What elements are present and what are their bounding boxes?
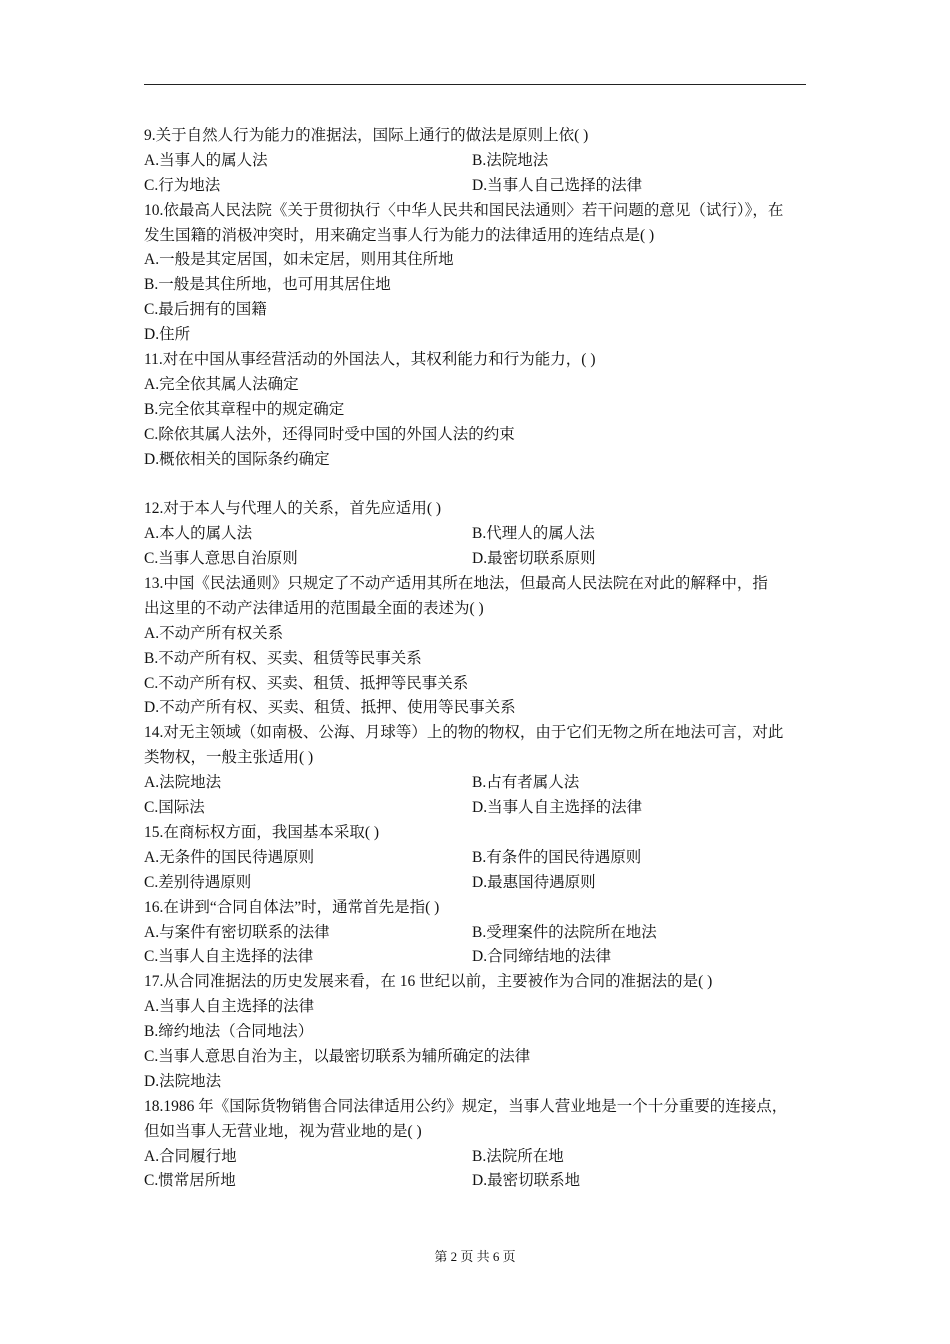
answer-option: C.当事人意思自治原则 xyxy=(144,550,298,568)
options-row xyxy=(144,149,816,174)
question-10 xyxy=(144,199,816,348)
question-stem: 11.对在中国从事经营活动的外国法人，其权利能力和行为能力，( ) xyxy=(144,351,596,369)
answer-option: B.代理人的属人法 xyxy=(472,525,595,543)
question-14 xyxy=(144,721,816,821)
question-stem: 14.对无主领域（如南极、公海、月球等）上的物的物权，由于它们无物之所在地法可言，对此 xyxy=(144,724,784,742)
answer-option: D.最密切联系地 xyxy=(472,1172,581,1190)
question-stem: 10.依最高人民法院《关于贯彻执行〈中华人民共和国民法通则〉若干问题的意见（试行）》，在 xyxy=(144,201,784,219)
answer-option: B.一般是其住所地，也可用其居住地 xyxy=(144,276,391,294)
answer-option: B.法院所在地 xyxy=(472,1147,564,1165)
answer-option: C.除依其属人法外，还得同时受中国的外国人法的约束 xyxy=(144,425,515,443)
options-row xyxy=(144,1145,816,1170)
question-stem: 15.在商标权方面，我国基本采取( ) xyxy=(144,823,380,841)
options-row xyxy=(144,871,816,896)
answer-option: A.完全依其属人法确定 xyxy=(144,375,299,393)
options-row xyxy=(144,174,816,199)
question-11 xyxy=(144,348,816,497)
answer-option: D.不动产所有权、买卖、租赁、抵押、使用等民事关系 xyxy=(144,699,516,717)
answer-option: D.概依相关的国际条约确定 xyxy=(144,450,330,468)
question-stem: 12.对于本人与代理人的关系，首先应适用( ) xyxy=(144,500,442,518)
question-stem: 但如当事人无营业地，视为营业地的是( ) xyxy=(144,1122,422,1140)
answer-option: C.当事人自主选择的法律 xyxy=(144,948,314,966)
question-stem: 9.关于自然人行为能力的准据法，国际上通行的做法是原则上依( ) xyxy=(144,127,589,144)
options-row xyxy=(144,945,816,970)
answer-option: B.受理案件的法院所在地法 xyxy=(472,923,657,941)
options-row xyxy=(144,547,816,572)
question-15 xyxy=(144,821,816,896)
options-row xyxy=(144,796,816,821)
answer-option: D.最惠国待遇原则 xyxy=(472,873,596,891)
question-18 xyxy=(144,1095,816,1195)
answer-option: A.当事人的属人法 xyxy=(144,151,268,169)
answer-option: C.行为地法 xyxy=(144,176,221,194)
answer-option: D.住所 xyxy=(144,326,191,344)
answer-option: C.不动产所有权、买卖、租赁、抵押等民事关系 xyxy=(144,674,469,692)
answer-option: D.合同缔结地的法律 xyxy=(472,948,612,966)
question-stem: 13.中国《民法通则》只规定了不动产适用其所在地法，但最高人民法院在对此的解释中，指 xyxy=(144,575,768,593)
answer-option: B.有条件的国民待遇原则 xyxy=(472,848,642,866)
question-9 xyxy=(144,124,816,199)
question-17 xyxy=(144,970,816,1094)
options-row xyxy=(144,1169,816,1194)
answer-option: A.不动产所有权关系 xyxy=(144,624,284,642)
question-stem: 出这里的不动产法律适用的范围最全面的表述为( ) xyxy=(144,599,484,617)
question-stem: 类物权，一般主张适用( ) xyxy=(144,749,314,767)
answer-option: C.惯常居所地 xyxy=(144,1172,236,1190)
question-stem: 17.从合同准据法的历史发展来看，在 16 世纪以前，主要被作为合同的准据法的是( ) xyxy=(144,973,713,991)
question-13 xyxy=(144,572,816,721)
answer-option: A.当事人自主选择的法律 xyxy=(144,998,315,1016)
answer-option: A.一般是其定居国，如未定居，则用其住所地 xyxy=(144,251,454,269)
answer-option: B.法院地法 xyxy=(472,151,549,169)
answer-option: A.本人的属人法 xyxy=(144,525,253,543)
answer-option: D.最密切联系原则 xyxy=(472,550,596,568)
answer-option: B.完全依其章程中的规定确定 xyxy=(144,400,345,418)
answer-option: C.国际法 xyxy=(144,799,205,817)
options-row xyxy=(144,846,816,871)
question-16 xyxy=(144,896,816,971)
exam-questions xyxy=(144,124,816,1194)
answer-option: C.差别待遇原则 xyxy=(144,873,252,891)
question-stem: 18.1986 年《国际货物销售合同法律适用公约》规定，当事人营业地是一个十分重要的连接点， xyxy=(144,1097,788,1115)
answer-option: C.当事人意思自治为主，以最密切联系为辅所确定的法律 xyxy=(144,1047,531,1065)
options-row xyxy=(144,771,816,796)
answer-option: A.法院地法 xyxy=(144,774,222,792)
options-row xyxy=(144,921,816,946)
answer-option: B.占有者属人法 xyxy=(472,774,580,792)
question-stem: 16.在讲到“合同自体法”时，通常首先是指( ) xyxy=(144,898,440,916)
answer-option: A.无条件的国民待遇原则 xyxy=(144,848,315,866)
spacer xyxy=(144,472,816,497)
page-footer: 第 2 页 共 6 页 xyxy=(434,1249,516,1264)
answer-option: D.当事人自主选择的法律 xyxy=(472,799,643,817)
options-row xyxy=(144,522,816,547)
answer-option: B.缔约地法（合同地法） xyxy=(144,1023,314,1041)
answer-option: C.最后拥有的国籍 xyxy=(144,301,267,319)
answer-option: B.不动产所有权、买卖、租赁等民事关系 xyxy=(144,649,422,667)
header-rule xyxy=(144,84,806,85)
answer-option: D.当事人自己选择的法律 xyxy=(472,176,643,194)
question-stem: 发生国籍的消极冲突时，用来确定当事人行为能力的法律适用的连结点是( ) xyxy=(144,226,655,244)
question-12 xyxy=(144,497,816,572)
answer-option: A.与案件有密切联系的法律 xyxy=(144,923,330,941)
answer-option: D.法院地法 xyxy=(144,1072,222,1090)
answer-option: A.合同履行地 xyxy=(144,1147,237,1165)
